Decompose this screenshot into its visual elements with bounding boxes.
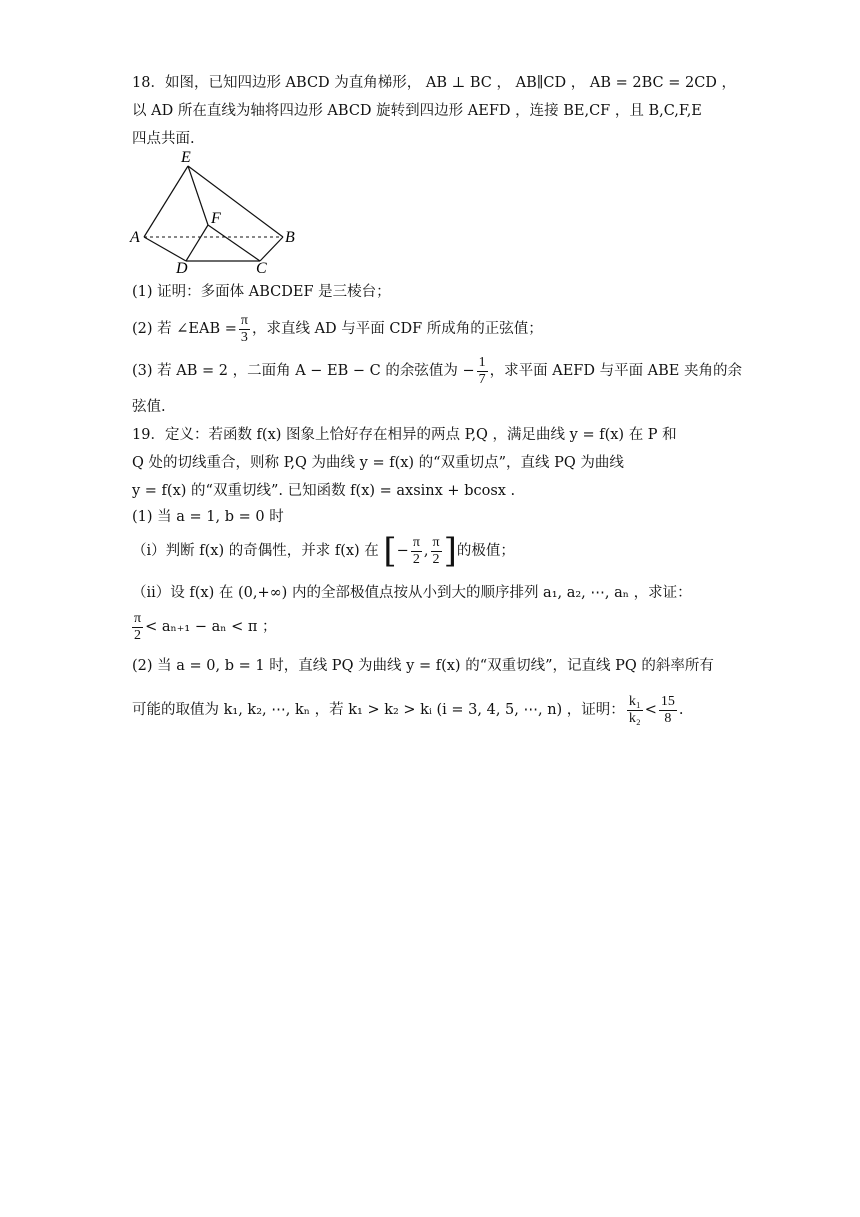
q18-part-3-post: ，求平面 AEFD 与平面 ABE 夹角的余 bbox=[489, 363, 742, 379]
interval-right-fraction bbox=[431, 535, 442, 568]
edge-df bbox=[186, 225, 208, 261]
edge-eb bbox=[188, 166, 283, 237]
ratio-fraction bbox=[627, 694, 643, 727]
q19-line-2: Q 处的切线重合，则称 P,Q 为曲线 y = f(x) 的“双重切点”，直线 PQ 为曲线 bbox=[132, 455, 624, 471]
q19-part-1-i bbox=[132, 531, 515, 571]
q19-part-2-line-2 bbox=[132, 693, 683, 727]
q19-part-1-ii: （ii）设 f(x) 在 (0,+∞) 内的全部极值点按从小到大的顺序排列 a₁, a₂, ⋯, aₙ ，求证： bbox=[132, 585, 692, 601]
edge-ef bbox=[188, 166, 208, 225]
q18-line-1: 18．如图，已知四边形 ABCD 为直角梯形， AB ⊥ BC ， AB∥CD ， AB = 2BC = 2CD ， bbox=[132, 75, 737, 91]
q19-line-1: 19．定义：若函数 f(x) 图象上恰好存在相异的两点 P,Q ，满足曲线 y = f(x) 在 P 和 bbox=[132, 427, 677, 443]
label-b: B bbox=[285, 229, 295, 246]
q18-part-2-pre: (2) 若 ∠EAB = bbox=[132, 321, 237, 337]
less-than: < bbox=[644, 702, 657, 718]
label-c: C bbox=[256, 260, 267, 276]
ineq-text: < aₙ₊₁ − aₙ < π ； bbox=[145, 619, 277, 635]
fraction-numerator: 1 bbox=[478, 354, 486, 370]
label-f: F bbox=[211, 210, 221, 227]
edge-cb bbox=[260, 237, 283, 261]
q18-line-2: 以 AD 所在直线为轴将四边形 ABCD 旋转到四边形 AEFD ，连接 BE,CF ，且 B,C,F,E bbox=[132, 103, 702, 119]
interval-right-bracket: ] bbox=[443, 531, 457, 571]
ineq-fraction bbox=[132, 611, 143, 644]
q19-part-2-line-1: (2) 当 a = 0, b = 1 时，直线 PQ 为曲线 y = f(x) 的“双重切线”，记直线 PQ 的斜率所有 bbox=[132, 658, 714, 674]
fraction-numerator: π bbox=[240, 312, 248, 328]
edge-ae bbox=[144, 166, 188, 237]
interval-left-fraction bbox=[411, 535, 422, 568]
fraction-denominator: 3 bbox=[240, 329, 248, 345]
q18-part-2-fraction bbox=[239, 313, 250, 346]
q18-part-3-fraction bbox=[477, 355, 488, 388]
fraction-denominator: 8 bbox=[664, 710, 672, 726]
q18-part-2-post: ，求直线 AD 与平面 CDF 所成角的正弦值； bbox=[251, 321, 543, 337]
q19-part-1-i-pre: （i）判断 f(x) 的奇偶性，并求 f(x) 在 bbox=[132, 543, 379, 559]
fraction-numerator: k₁ bbox=[628, 693, 641, 709]
interval-comma: , bbox=[423, 543, 429, 559]
period: . bbox=[678, 702, 684, 718]
fraction-denominator: 2 bbox=[412, 551, 420, 567]
q19-part-2-pre: 可能的取值为 k₁, k₂, ⋯, kₙ ，若 k₁ > k₂ > kᵢ (i = 3, 4, 5, ⋯, n) ，证明： bbox=[132, 702, 625, 718]
q19-line-3: y = f(x) 的“双重切线”. 已知函数 f(x) = axsinx + bcosx . bbox=[132, 483, 516, 499]
q18-part-3-cont: 弦值. bbox=[132, 399, 166, 415]
q19-part-1: (1) 当 a = 1, b = 0 时 bbox=[132, 509, 284, 525]
fraction-denominator: 7 bbox=[478, 371, 486, 387]
interval-minus: − bbox=[396, 543, 409, 559]
q19-part-1-ii-ineq bbox=[132, 610, 277, 644]
interval-left-bracket: [ bbox=[383, 531, 397, 571]
q18-part-3-pre: (3) 若 AB = 2 ，二面角 A − EB − C 的余弦值为 − bbox=[132, 363, 475, 379]
fraction-denominator: k₂ bbox=[628, 710, 641, 726]
q18-line-3: 四点共面. bbox=[132, 131, 195, 147]
fraction-denominator: 2 bbox=[134, 627, 142, 643]
q18-figure bbox=[128, 148, 308, 276]
edge-ad bbox=[144, 237, 186, 261]
label-e: E bbox=[181, 149, 191, 166]
q19-part-1-i-post: 的极值； bbox=[456, 543, 515, 559]
edge-fc bbox=[208, 225, 260, 261]
fraction-numerator: π bbox=[134, 610, 142, 626]
fraction-denominator: 2 bbox=[432, 551, 440, 567]
q18-part-2 bbox=[132, 312, 543, 346]
q18-part-3 bbox=[132, 354, 742, 388]
fraction-numerator: π bbox=[432, 534, 440, 550]
label-a: A bbox=[130, 229, 140, 246]
bound-fraction bbox=[659, 694, 677, 727]
fraction-numerator: π bbox=[412, 534, 420, 550]
fraction-numerator: 15 bbox=[660, 693, 675, 709]
label-d: D bbox=[176, 260, 188, 276]
q18-part-1: (1) 证明：多面体 ABCDEF 是三棱台； bbox=[132, 284, 391, 300]
